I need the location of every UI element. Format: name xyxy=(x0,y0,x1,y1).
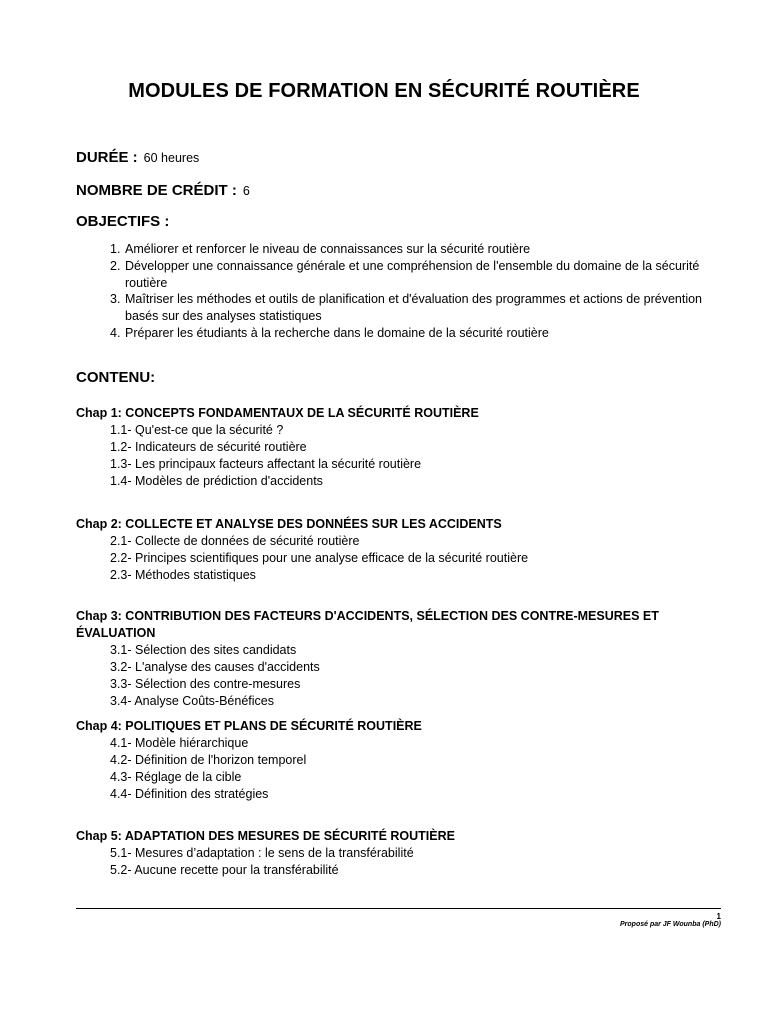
chapter-1 xyxy=(76,405,736,490)
objectif-item xyxy=(110,258,710,292)
chapter-2 xyxy=(76,516,736,584)
chapter-item: 3.2- L'analyse des causes d'accidents xyxy=(110,660,320,674)
chapter-title: Chap 2: COLLECTE ET ANALYSE DES DONNÉES SUR LES ACCIDENTS xyxy=(76,517,502,531)
chapter-item: 2.2- Principes scientifiques pour une analyse efficace de la sécurité routière xyxy=(110,551,529,565)
chapter-item: 5.2- Aucune recette pour la transférabilité xyxy=(110,863,339,877)
objectif-text: Améliorer et renforcer le niveau de connaissances sur la sécurité routière xyxy=(125,242,531,256)
chapter-item: 4.3- Réglage de la cible xyxy=(110,770,242,784)
chapter-item: 1.4- Modèles de prédiction d'accidents xyxy=(110,474,323,488)
footer-rule xyxy=(76,908,721,909)
objectif-text: Maîtriser les méthodes et outils de planification et d'évaluation des programmes et actions de prévention basés sur des analyses statistiques xyxy=(125,292,703,324)
chapter-item: 3.4- Analyse Coûts-Bénéfices xyxy=(110,694,274,708)
objectifs-list xyxy=(110,241,710,342)
footer-author: Proposé par JF Wounba (PhD) xyxy=(620,921,721,928)
objectif-number: 2. xyxy=(110,258,121,273)
objectif-number: 3. xyxy=(110,292,121,307)
credit-field xyxy=(76,182,250,199)
objectif-item xyxy=(110,241,710,258)
chapter-item: 2.3- Méthodes statistiques xyxy=(110,568,256,582)
duree-value: 60 heures xyxy=(143,151,200,165)
chapter-item: 1.3- Les principaux facteurs affectant la sécurité routière xyxy=(110,457,422,471)
chapter-5 xyxy=(76,828,736,879)
chapter-item: 4.2- Définition de l'horizon temporel xyxy=(110,753,307,767)
chapter-item: 2.1- Collecte de données de sécurité routière xyxy=(110,534,360,548)
chapter-4 xyxy=(76,718,736,803)
chapter-title: Chap 5: ADAPTATION DES MESURES DE SÉCURITÉ ROUTIÈRE xyxy=(76,829,455,843)
chapter-title: Chap 1: CONCEPTS FONDAMENTAUX DE LA SÉCURITÉ ROUTIÈRE xyxy=(76,406,479,420)
chapter-item: 4.1- Modèle hiérarchique xyxy=(110,736,249,750)
duree-label: DURÉE : xyxy=(76,149,138,166)
objectifs-heading: OBJECTIFS : xyxy=(76,213,170,230)
objectif-item xyxy=(110,325,710,342)
page-title: MODULES DE FORMATION EN SÉCURITÉ ROUTIÈRE xyxy=(128,80,640,102)
objectif-item xyxy=(110,291,710,325)
objectif-text: Préparer les étudiants à la recherche dans le domaine de la sécurité routière xyxy=(125,325,549,340)
page-number: 1 xyxy=(716,912,721,921)
chapter-title: Chap 4: POLITIQUES ET PLANS DE SÉCURITÉ ROUTIÈRE xyxy=(76,719,422,733)
chapter-item: 1.2- Indicateurs de sécurité routière xyxy=(110,440,307,454)
chapter-item: 3.1- Sélection des sites candidats xyxy=(110,643,297,657)
objectif-number: 1. xyxy=(110,242,121,256)
objectif-number: 4. xyxy=(110,325,121,340)
objectif-text: Développer une connaissance générale et une compréhension de l'ensemble du domaine de la sécurité routière xyxy=(125,258,700,290)
chapter-3 xyxy=(76,608,736,710)
chapter-item: 3.3- Sélection des contre-mesures xyxy=(110,677,301,691)
chapter-item: 4.4- Définition des stratégies xyxy=(110,787,269,801)
chapter-item: 5.1- Mesures d’adaptation : le sens de la transférabilité xyxy=(110,846,414,860)
credit-value: 6 xyxy=(242,184,250,198)
contenu-heading: CONTENU: xyxy=(76,369,156,386)
credit-label: NOMBRE DE CRÉDIT : xyxy=(76,182,237,199)
duree-field xyxy=(76,149,199,166)
chapter-item: 1.1- Qu'est-ce que la sécurité ? xyxy=(110,423,284,437)
chapter-title: Chap 3: CONTRIBUTION DES FACTEURS D'ACCIDENTS, SÉLECTION DES CONTRE-MESURES ET ÉVALUATION xyxy=(76,609,659,640)
